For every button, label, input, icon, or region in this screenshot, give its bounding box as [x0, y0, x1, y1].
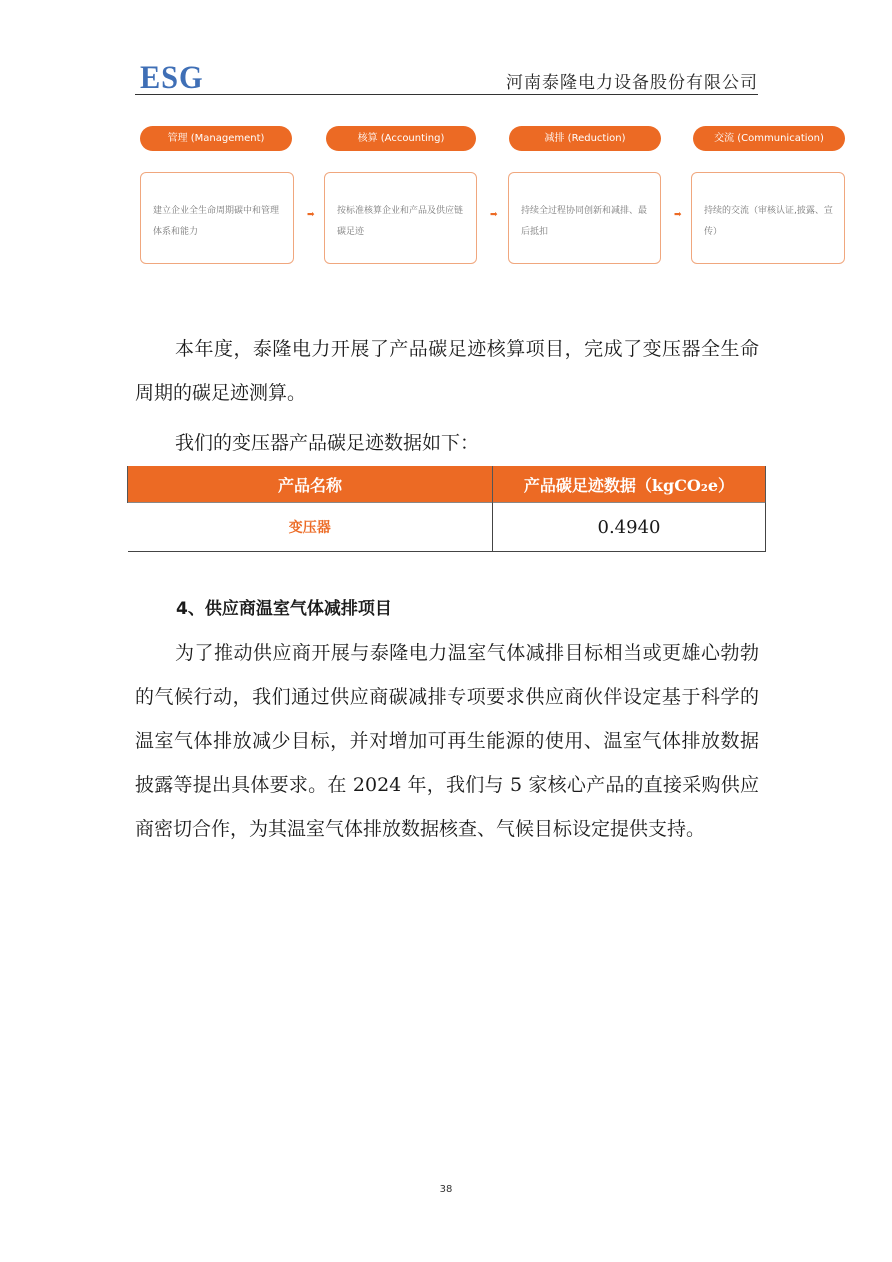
step-pill-management: 管理 (Management)	[140, 126, 292, 151]
table-row	[128, 503, 766, 552]
footprint-value-cell: 0.4940	[493, 503, 766, 552]
step-box-accounting: 按标准核算企业和产品及供应链碳足迹	[324, 172, 477, 264]
arrow-icon: ➡	[674, 210, 682, 220]
page-number: 38	[439, 1184, 453, 1195]
paragraph-supplier-project: 为了推动供应商开展与泰隆电力温室气体减排目标相当或更雄心勃勃的气候行动，我们通过供应商碳减排专项要求供应商伙伴设定基于科学的温室气体排放减少目标，并对增加可再生能源的使用、温室气体排放数据披露等提出具体要求。在 2024 年，我们与 5 家核心产品的直接采购供应商密切合作，为其温室气体排放数据核查、气候目标设定提供支持。	[135, 642, 759, 840]
arrow-icon: ➡	[490, 210, 498, 220]
section-heading: 4、供应商温室气体减排项目	[176, 599, 392, 619]
company-name: 河南泰隆电力设备股份有限公司	[506, 73, 758, 93]
carbon-footprint-table	[127, 466, 766, 552]
paragraph-footprint-project: 本年度，泰隆电力开展了产品碳足迹核算项目，完成了变压器全生命周期的碳足迹测算。	[135, 338, 759, 404]
column-header-product: 产品名称	[128, 466, 493, 503]
carbon-process-diagram	[138, 124, 848, 270]
step-box-communication: 持续的交流（审核认证,披露、宣传）	[691, 172, 845, 264]
paragraph-table-intro: 我们的变压器产品碳足迹数据如下：	[175, 432, 480, 454]
product-name-cell: 变压器	[128, 503, 493, 552]
page-header	[135, 56, 758, 95]
esg-logo: ESG	[140, 60, 204, 96]
column-header-footprint: 产品碳足迹数据（kgCO₂e）	[493, 466, 766, 503]
step-box-reduction: 持续全过程协同创新和减排、最后抵扣	[508, 172, 661, 264]
step-box-management: 建立企业全生命周期碳中和管理体系和能力	[140, 172, 294, 264]
step-pill-communication: 交流 (Communication)	[693, 126, 845, 151]
step-pill-accounting: 核算 (Accounting)	[326, 126, 476, 151]
step-pill-reduction: 减排 (Reduction)	[509, 126, 661, 151]
arrow-icon: ➡	[307, 210, 315, 220]
table-header-row	[128, 466, 766, 503]
